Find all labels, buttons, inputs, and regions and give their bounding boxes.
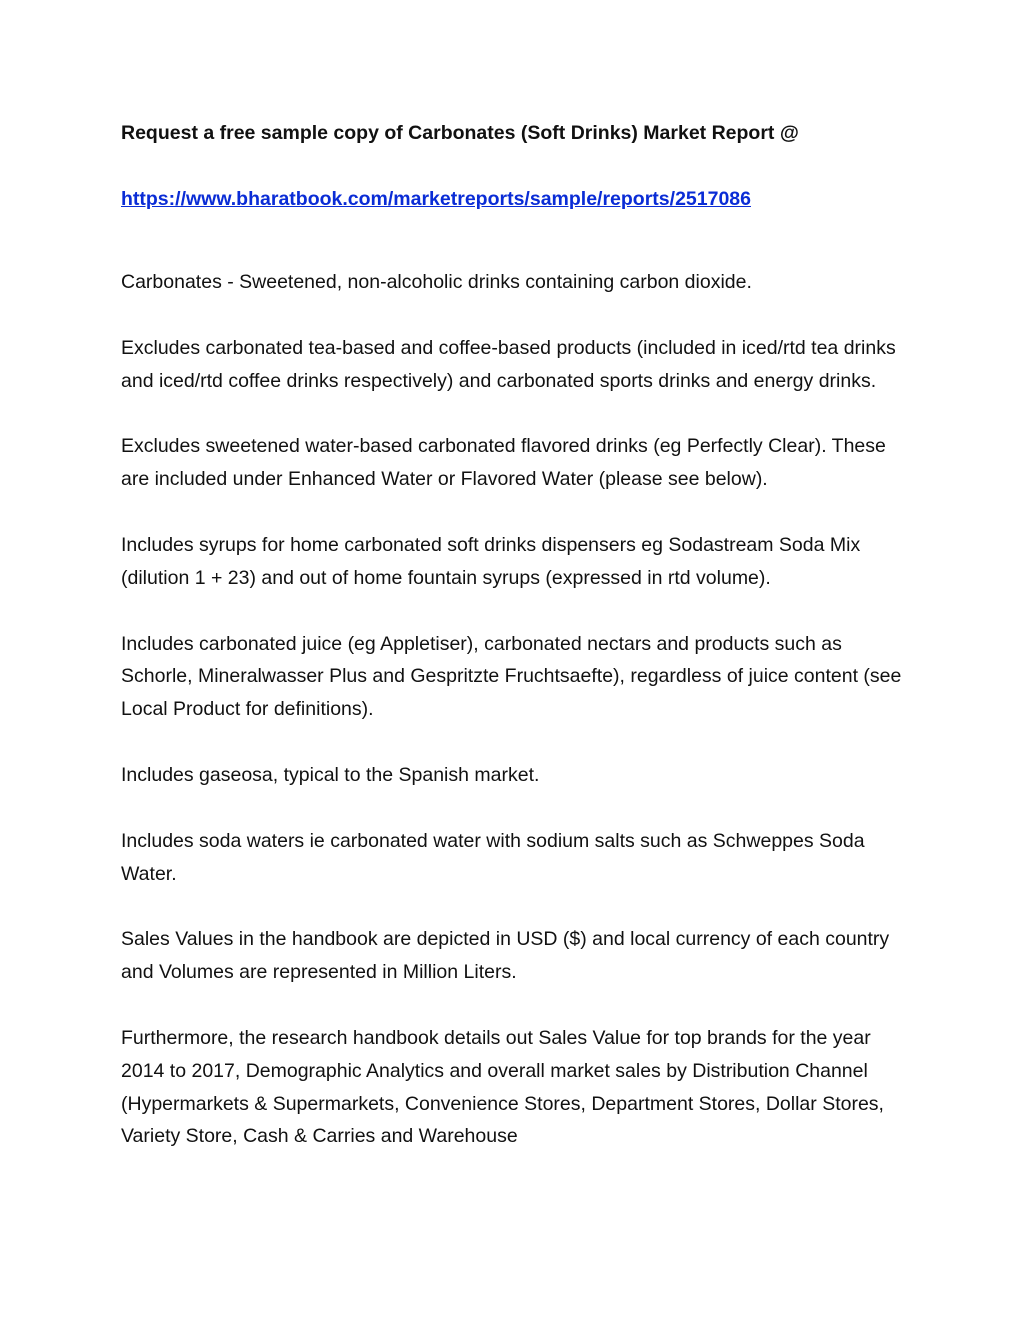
report-heading: Request a free sample copy of Carbonates (Soft Drinks) Market Report @ [121,122,799,144]
sample-report-link[interactable]: https://www.bharatbook.com/marketreports/sample/reports/2517086 [121,188,751,210]
paragraph-includes-juice: Includes carbonated juice (eg Appletiser), carbonated nectars and products such as Schorle, Mineralwasser Plus and Gespritzte Fruchtsaefte), regardless of juice content (see Local Product for definitions). [121,632,902,721]
paragraph-includes-syrups: Includes syrups for home carbonated soft drinks dispensers eg Sodastream Soda Mix (dilution 1 + 23) and out of home fountain syrups (expressed in rtd volume). [121,533,861,589]
paragraph-includes-gaseosa: Includes gaseosa, typical to the Spanish market. [121,763,540,786]
paragraph-research-details: Furthermore, the research handbook details out Sales Value for top brands for the year 2014 to 2017, Demographic Analytics and overall market sales by Distribution Channel (Hypermarkets & Supermarkets, Convenience Stores, Department Stores, Dollar Stores, Variety Store, Cash & Carries and Warehouse [121,1026,884,1148]
paragraph-definition: Carbonates - Sweetened, non-alcoholic drinks containing carbon dioxide. [121,271,752,293]
paragraph-excludes-flavored-water: Excludes sweetened water-based carbonated flavored drinks (eg Perfectly Clear). These are included under Enhanced Water or Flavored Water (please see below). [121,435,886,491]
document-body [121,117,911,1153]
paragraph-includes-soda-water: Includes soda waters ie carbonated water with sodium salts such as Schweppes Soda Water. [121,829,865,885]
paragraph-excludes-tea-coffee: Excludes carbonated tea-based and coffee-based products (included in iced/rtd tea drinks and iced/rtd coffee drinks respectively) and carbonated sports drinks and energy drinks. [121,336,896,392]
paragraph-sales-values: Sales Values in the handbook are depicted in USD ($) and local currency of each country and Volumes are represented in Million Liters. [121,928,890,984]
